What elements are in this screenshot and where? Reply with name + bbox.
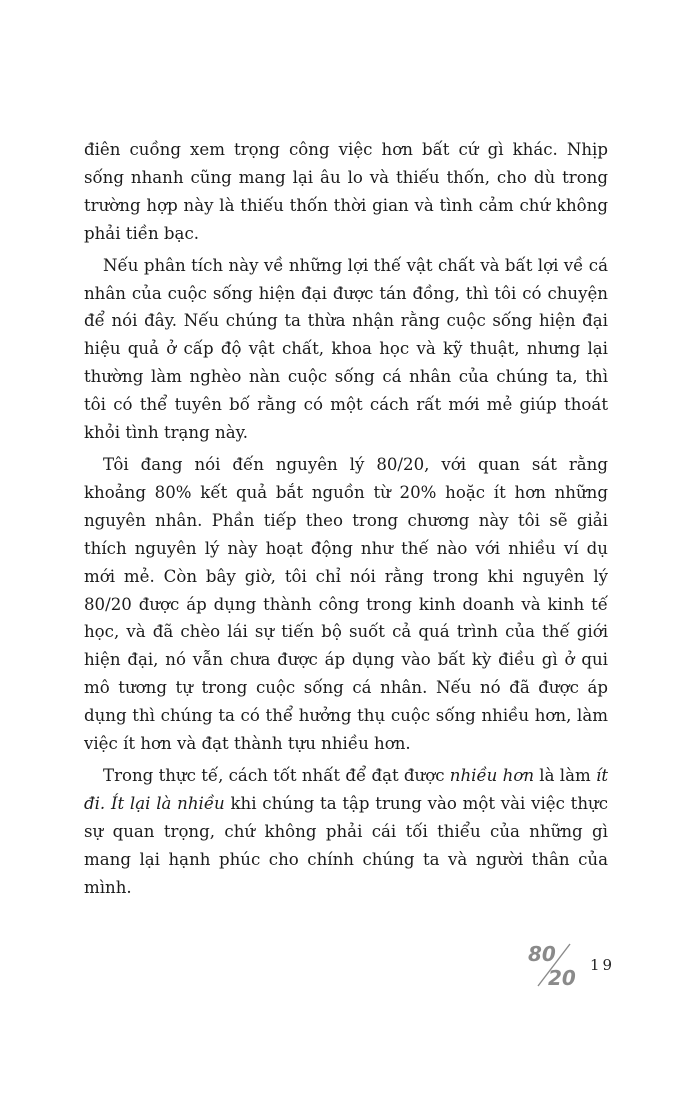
logo-bottom-number: 20 (548, 966, 576, 990)
paragraph-4-emphasis-b: ít đi. Ít lại là nhiều (84, 765, 608, 813)
paragraph-4-text-b: là làm (534, 765, 597, 785)
paragraph-1 (84, 136, 608, 248)
paragraph-2 (84, 252, 608, 447)
body-text (84, 136, 608, 905)
paragraph-3-text: Tôi đang nói đến nguyên lý 80/20, với quan sát rằng khoảng 80% kết quả bắt nguồn từ 20% hoặc ít hơn những nguyên nhân. Phần tiếp theo trong chương này tôi sẽ giải thích nguyên lý này hoạt động như thế nào với nhiều ví dụ mới mẻ. Còn bây giờ, tôi chỉ nói rằng trong khi nguyên lý 80/20 được áp dụng thành công trong kinh doanh và kinh tế học, và đã chèo lái sự tiến bộ suốt cả quá trình của thế giới hiện đại, nó vẫn chưa được áp dụng vào bất kỳ điều gì ở qui mô tương tự trong cuộc sống cá nhân. Nếu nó đã được áp dụng thì chúng ta có thể hưởng thụ cuộc sống nhiều hơn, làm việc ít hơn và đạt thành tựu nhiều hơn. (84, 454, 608, 754)
80-20-logo (526, 940, 582, 990)
paragraph-1-text: điên cuồng xem trọng công việc hơn bất cứ gì khác. Nhịp sống nhanh cũng mang lại âu lo và thiếu thốn, cho dù trong trường hợp này là thiếu thốn thời gian và tình cảm chứ không phải tiền bạc. (84, 140, 608, 243)
page-footer (526, 940, 616, 992)
paragraph-4-text-a: Trong thực tế, cách tốt nhất để đạt được (103, 765, 450, 785)
logo-top-number: 80 (528, 942, 556, 966)
paragraph-4 (84, 762, 608, 902)
paragraph-3 (84, 451, 608, 758)
paragraph-2-text: Nếu phân tích này về những lợi thế vật chất và bất lợi về cá nhân của cuộc sống hiện đại được tán đồng, thì tôi có chuyện để nói đây. Nếu chúng ta thừa nhận rằng cuộc sống hiện đại hiệu quả ở cấp độ vật chất, khoa học và kỹ thuật, nhưng lại thường làm nghèo nàn cuộc sống cá nhân của chúng ta, thì tôi có thể tuyên bố rằng có một cách rất mới mẻ giúp thoát khỏi tình trạng này. (84, 255, 608, 443)
paragraph-4-text-c: khi chúng ta tập trung vào một vài việc thực sự quan trọng, chứ không phải cái tối thiểu của những gì mang lại hạnh phúc cho chính chúng ta và người thân của mình. (84, 793, 608, 897)
paragraph-4-emphasis-a: nhiều hơn (449, 765, 535, 785)
page-number: 19 (590, 956, 616, 974)
